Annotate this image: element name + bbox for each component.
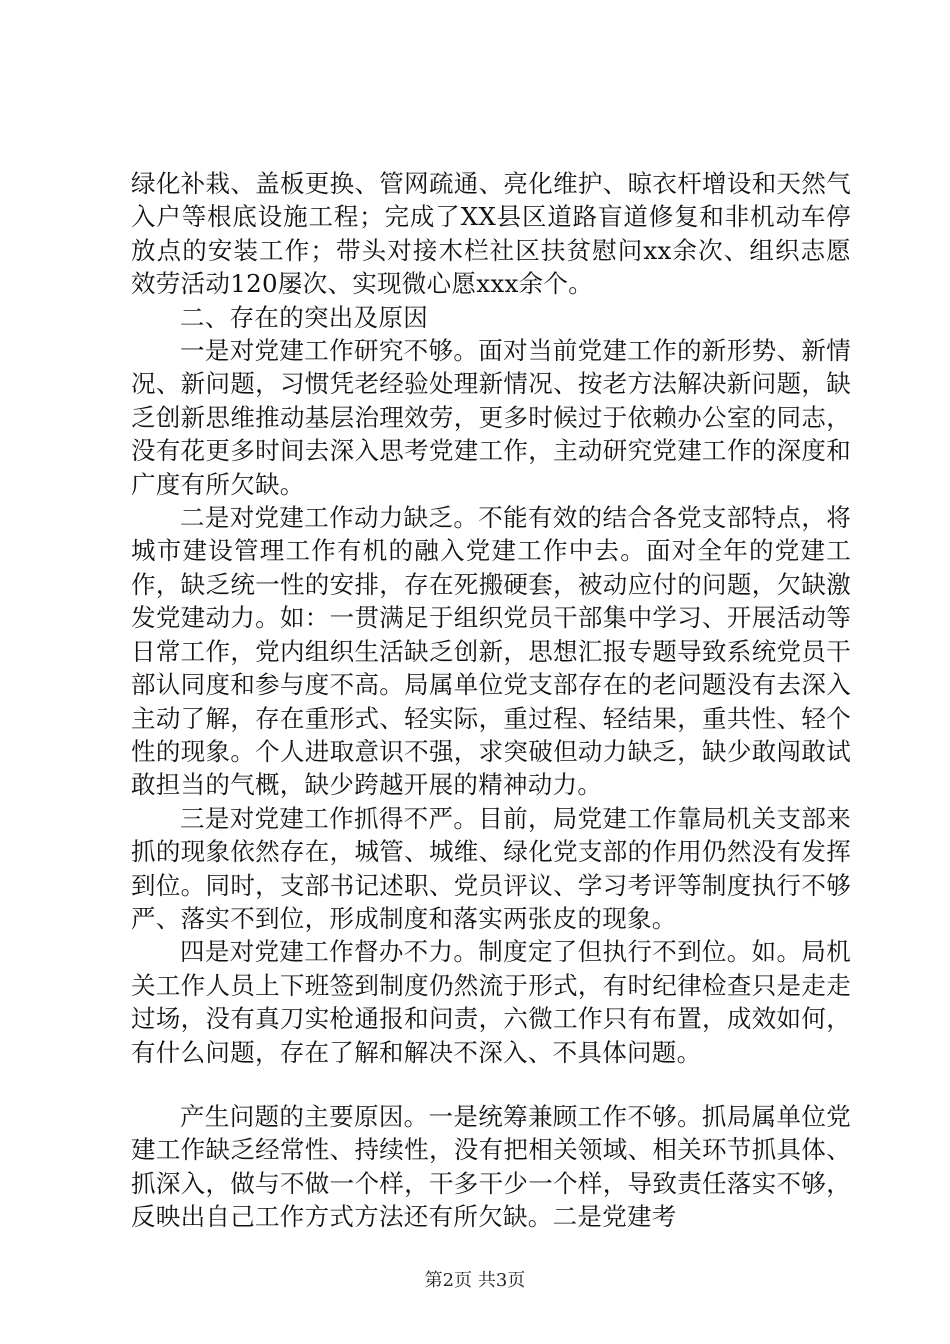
paragraph-infrastructure-work: 绿化补栽、盖板更换、管网疏通、亮化维护、晾衣杆增设和天然气入户等根底设施工程；完成了XX县区道路盲道修复和非机动车停放点的安装工作；带头对接木栏社区扶贫慰问xx余次、组织志愿效劳活动120屡次、实现微心愿xxx余个。 xyxy=(131,169,851,299)
paragraph-motivation-lacking: 二是对党建工作动力缺乏。不能有效的结合各党支部特点，将城市建设管理工作有机的融入党建工作中去。面对全年的党建工作，缺乏统一性的安排，存在死搬硬套，被动应付的问题，欠缺激发党建动力。如：一贯满足于组织党员干部集中学习、开展活动等日常工作，党内组织生活缺乏创新，思想汇报专题导致系统党员干部认同度和参与度不高。局属单位党支部存在的老问题没有去深入主动了解，存在重形式、轻实际，重过程、轻结果，重共性、轻个性的现象。个人进取意识不强，求突破但动力缺乏，缺少敢闯敢试敢担当的气概，缺少跨越开展的精神动力。 xyxy=(131,503,851,800)
paragraph-research-insufficient: 一是对党建工作研究不够。面对当前党建工作的新形势、新情况、新问题，习惯凭老经验处理新情况、按老方法解决新问题，缺乏创新思维推动基层治理效劳，更多时候过于依赖办公室的同志，没有花更多时间去深入思考党建工作，主动研究党建工作的深度和广度有所欠缺。 xyxy=(131,336,851,499)
page-footer: 第2页 共3页 xyxy=(424,1270,526,1291)
paragraph-supervision-weak: 四是对党建工作督办不力。制度定了但执行不到位。如。局机关工作人员上下班签到制度仍然流于形式，有时纪律检查只是走走过场，没有真刀实枪通报和问责，六微工作只有布置，成效如何，有什么问题，存在了解和解决不深入、不具体问题。 xyxy=(131,937,851,1067)
section-heading-problems: 二、存在的突出及原因 xyxy=(180,302,428,332)
paragraph-main-causes: 产生问题的主要原因。一是统筹兼顾工作不够。抓局属单位党建工作缺乏经常性、持续性，没有把相关领域、相关环节抓具体、抓深入，做与不做一个样，干多干少一个样，导致责任落实不够，反映出自己工作方式方法还有所欠缺。二是党建考 xyxy=(131,1101,851,1232)
document-body xyxy=(131,167,851,1234)
paragraph-not-strict: 三是对党建工作抓得不严。目前，局党建工作靠局机关支部来抓的现象依然存在，城管、城维、绿化党支部的作用仍然没有发挥到位。同时，支部书记述职、党员评议、学习考评等制度执行不够严、落实不到位，形成制度和落实两张皮的现象。 xyxy=(131,803,851,933)
